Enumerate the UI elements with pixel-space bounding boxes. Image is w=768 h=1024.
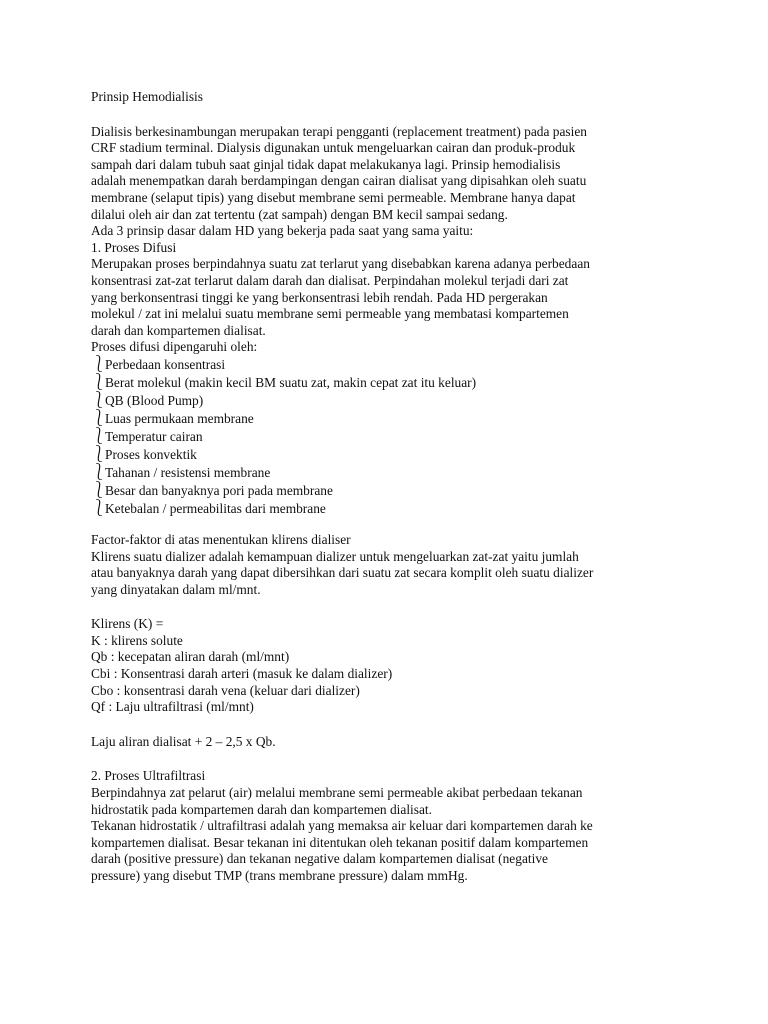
intro-line: membrane (selaput tipis) yang disebut membrane semi permeable. Membrane hanya dapat [91,189,576,205]
ultrafiltrasi-section [91,768,691,884]
klirens-formula-line: K : klirens solute [91,632,183,648]
intro-line: CRF stadium terminal. Dialysis digunakan untuk mengeluarkan cairan dan produk-produk [91,140,576,156]
intro-line: Ada 3 prinsip dasar dalam HD yang bekerja pada saat yang sama yaitu: [91,223,474,239]
list-item-text: Temperatur cairan [105,428,203,444]
section-heading-ultrafiltrasi: 2. Proses Ultrafiltrasi [91,768,206,784]
spacer [91,106,691,124]
bracket-bullet-icon: ⎱ [91,355,108,373]
list-item-text: Besar dan banyaknya pori pada membrane [105,482,333,498]
klirens-formula-line: Qf : Laju ultrafiltrasi (ml/mnt) [91,699,254,715]
bracket-bullet-icon: ⎱ [91,391,108,409]
intro-line: sampah dari dalam tubuh saat ginjal tidak dapat melakukanya lagi. Prinsip hemodialisis [91,156,561,172]
bracket-bullet-icon: ⎱ [91,463,108,481]
spacer [91,750,691,768]
list-item-text: Perbedaan konsentrasi [105,356,226,372]
klirens-line: yang dinyatakan dalam ml/mnt. [91,581,261,597]
difusi-line: konsentrasi zat-zat terlarut dalam darah dan dialisat. Perpindahan molekul terjadi dari zat [91,272,569,288]
difusi-line: darah dan kompartemen dialisat. [91,322,266,338]
ultrafiltrasi-line: pressure) yang disebut TMP (trans membrane pressure) dalam mmHg. [91,868,468,883]
difusi-line: yang berkonsentrasi tinggi ke yang berkonsentrasi lebih rendah. Pada HD pergerakan [91,289,548,305]
klirens-formula-line: Klirens (K) = [91,616,164,632]
document-body [91,89,691,885]
klirens-formula-line: Cbi : Konsentrasi darah arteri (masuk ke dalam dializer) [91,666,393,682]
intro-line: Dialisis berkesinambungan merupakan terapi pengganti (replacement treatment) pada pasien [91,123,588,139]
list-item-text: QB (Blood Pump) [105,392,204,408]
ultrafiltrasi-line: darah (positive pressure) dan tekanan negative dalam kompartemen dialisat (negative [91,851,548,867]
ultrafiltrasi-line: Tekanan hidrostatik / ultrafiltrasi adalah yang memaksa air keluar dari kompartemen darah ke [91,818,593,834]
dialisat-rate-line: Laju aliran dialisat + 2 – 2,5 x Qb. [91,733,276,749]
klirens-line: Factor-faktor di atas menentukan klirens dialiser [91,531,351,547]
list-item [91,446,691,464]
ultrafiltrasi-line: hidrostatik pada kompartemen darah dan kompartemen dialisat. [91,801,432,817]
klirens-section [91,532,691,751]
list-item [91,374,691,392]
list-item [91,500,691,518]
klirens-formula-line: Qb : kecepatan aliran darah (ml/mnt) [91,649,290,665]
intro-line: adalah menempatkan darah berdampingan dengan cairan dialisat yang dipisahkan oleh suatu [91,173,587,189]
intro-paragraph [91,124,691,240]
spacer [91,598,691,616]
list-item [91,482,691,500]
ultrafiltrasi-line: Berpindahnya zat pelarut (air) melalui membrane semi permeable akibat perbedaan tekanan [91,785,583,801]
list-item-text: Tahanan / resistensi membrane [105,464,271,480]
klirens-formula-line: Cbo : konsentrasi darah vena (keluar dari dializer) [91,682,360,698]
bracket-bullet-icon: ⎱ [91,481,108,499]
list-item [91,410,691,428]
list-item-text: Proses konvektik [105,446,197,462]
list-item [91,428,691,446]
spacer [91,518,691,532]
ultrafiltrasi-line: kompartemen dialisat. Besar tekanan ini ditentukan oleh tekanan positif dalam kompartemen [91,834,589,850]
bracket-bullet-icon: ⎱ [91,427,108,445]
bracket-bullet-icon: ⎱ [91,409,108,427]
list-item-text: Luas permukaan membrane [105,410,254,426]
list-item [91,464,691,482]
difusi-line: molekul / zat ini melalui suatu membrane semi permeable yang membatasi kompartemen [91,306,569,322]
difusi-line: Merupakan proses berpindahnya suatu zat terlarut yang disebabkan karena adanya perbedaan [91,256,590,272]
list-item [91,392,691,410]
list-item-text: Ketebalan / permeabilitas dari membrane [105,500,326,516]
difusi-factor-list [91,356,691,518]
bracket-bullet-icon: ⎱ [91,373,108,391]
difusi-section [91,240,691,518]
bracket-bullet-icon: ⎱ [91,499,108,517]
difusi-factors-intro: Proses difusi dipengaruhi oleh: [91,339,258,355]
document-title: Prinsip Hemodialisis [91,89,203,104]
intro-line: dilalui oleh air dan zat tertentu (zat sampah) dengan BM kecil sampai sedang. [91,206,508,222]
list-item [91,356,691,374]
klirens-line: Klirens suatu dializer adalah kemampuan dializer untuk mengeluarkan zat-zat yaitu jumlah [91,548,579,564]
section-heading-difusi: 1. Proses Difusi [91,239,177,255]
klirens-line: atau banyaknya darah yang dapat dibersihkan dari suatu zat secara komplit oleh suatu dializer [91,565,594,581]
bracket-bullet-icon: ⎱ [91,445,108,463]
spacer [91,716,691,734]
list-item-text: Berat molekul (makin kecil BM suatu zat, makin cepat zat itu keluar) [105,374,477,390]
